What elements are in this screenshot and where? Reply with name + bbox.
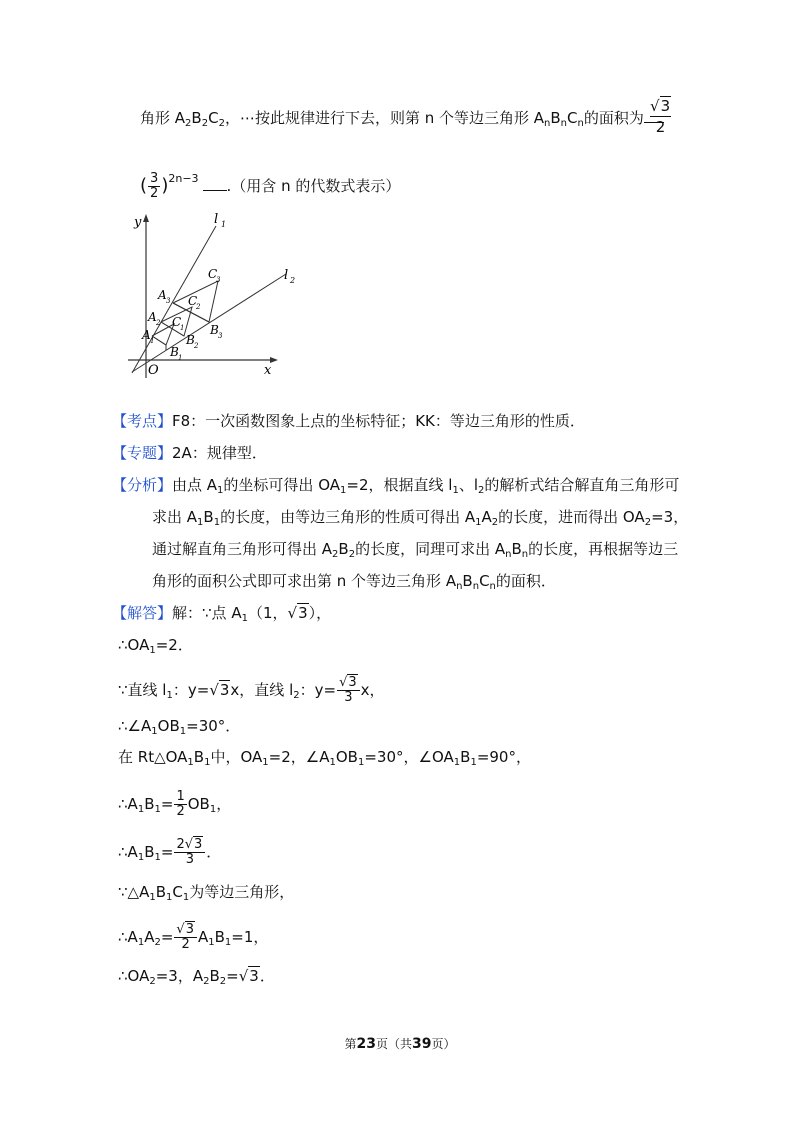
fenxi-line-2: 求出 $A_1B_1$的长度，由等边三角形的性质可得出 $A_1A_2$的长度，进而得出 $OA_2=3$， — [152, 508, 689, 528]
fenxi-line-3: 通过解直角三角形可得出 $A_2B_2$的长度，同理可求出 $A_nB_n$的长度，再根据等边三 — [152, 540, 679, 560]
origin-label: O — [148, 363, 159, 378]
fenxi-line-4: 角形的面积公式即可求出第 n 个等边三角形 $A_nB_nC_n$的面积． — [152, 572, 556, 592]
c1-sub: 1 — [180, 324, 185, 332]
l1-sub: 1 — [221, 220, 227, 229]
jieda-line-3: $\therefore\angle A_1OB_1=30^\circ$． — [118, 717, 241, 737]
jieda-line-7: $\because\triangle A_1B_1C_1$为等边三角形， — [118, 883, 295, 903]
a2-label: A — [148, 310, 157, 324]
c3-label: C — [208, 267, 218, 281]
b1-sub: 1 — [178, 354, 183, 362]
jieda-line-6: $\therefore A_1B_1=$ $\frac{2√3}{3}$ ． — [118, 837, 222, 867]
jieda-line-8: $\therefore A_1A_2=$ $\frac{√3}{2}$ $A_1B_1=1$， — [118, 922, 269, 952]
c1-label: C — [172, 315, 182, 329]
jieda-line-1: $\therefore OA_1=2$． — [118, 636, 193, 656]
a3-sub: 3 — [166, 297, 171, 305]
y-axis-label: y — [134, 215, 142, 230]
x-axis-label: x — [264, 363, 272, 378]
a3-label: A — [158, 288, 167, 302]
b2-sub: 2 — [194, 342, 199, 350]
jieda-line-9: $\therefore OA_2=3$，$A_2B_2=√3$． — [118, 967, 275, 987]
answer-coefficient: √3 2 — [650, 97, 671, 136]
jieda-line-4: 在 $Rt\triangle OA_1B_1$中，$OA_1=2$，$\angle A_1OB_1=30^\circ$，$\angle OA_1B_1=90^\circ$， — [118, 748, 531, 768]
l2-label: l — [284, 268, 289, 283]
page-footer: 第23页（共39页） — [344, 1036, 456, 1052]
geometry-figure — [118, 208, 308, 388]
b1-label: B — [170, 345, 179, 359]
jieda-line-0: 【解答】解：∵点 $A_1(1$，√3）， — [112, 604, 332, 624]
l2-sub: 2 — [290, 276, 296, 285]
a1-sub: 1 — [150, 337, 155, 345]
question-line-1: 角形 $A_2B_2C_2$，⋯按此规律进行下去，则第 n 个等边三角形 $A_nB_nC_n$的面积为 — [140, 108, 664, 128]
jieda-line-5: $\therefore A_1B_1=$ $\frac{1}{2}$ $OB_1$， — [118, 789, 232, 819]
a2-sub: 2 — [156, 319, 161, 327]
a1-label: A — [142, 328, 151, 342]
kaodian-line: 【考点】F8：一次函数图象上点的坐标特征；KK：等边三角形的性质． — [112, 412, 585, 430]
b3-sub: 3 — [218, 332, 223, 340]
b3-label: B — [210, 323, 219, 337]
c2-sub: 2 — [196, 303, 201, 311]
fenxi-line-1: 【分析】由点 $A_1$的坐标可得出 $OA_1=2$，根据直线 $l_1$、$l_2$的解析式结合解直角三角形可 — [112, 476, 680, 496]
b2-label: B — [186, 333, 195, 347]
l1-label: l — [214, 212, 219, 227]
answer-line: ( $\frac{3}{2}$ )$^{2n-3}$ .（用含 n 的代数式表示） — [140, 171, 401, 201]
c3-sub: 3 — [216, 276, 221, 284]
zhuanti-line: 【专题】2A：规律型． — [112, 444, 267, 462]
c2-label: C — [188, 294, 198, 308]
jieda-line-2: ∵直线 $l_1$：y=√3x，直线 $l_2$：y= $\frac{√3}{3}$ x， — [118, 675, 385, 705]
